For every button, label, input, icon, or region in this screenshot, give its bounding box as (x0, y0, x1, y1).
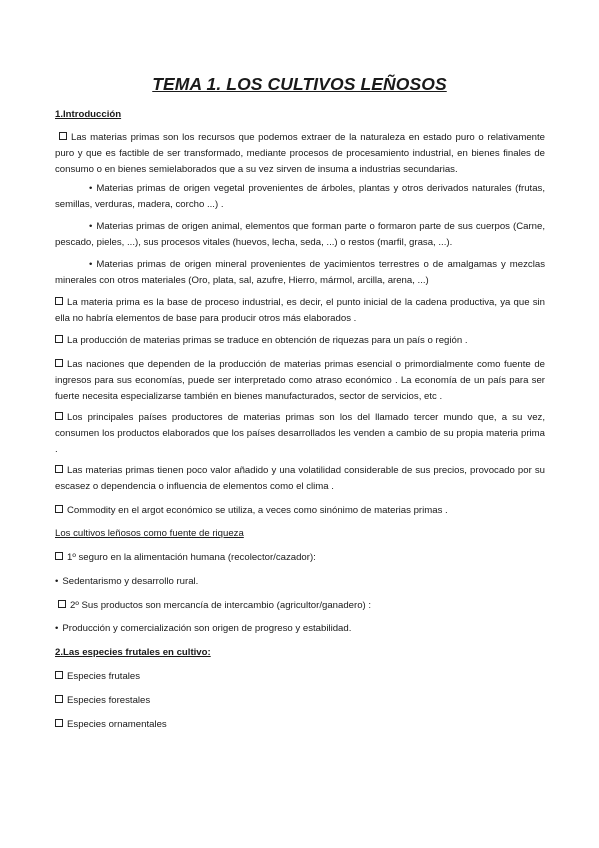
checkbox-icon (55, 359, 63, 367)
bullet-icon: • (89, 183, 93, 194)
checkbox-icon (58, 600, 66, 608)
origin-vegetal: • Materias primas de origen vegetal provenientes de árboles, plantas y otros derivados naturales (frutas, semillas, verduras, madera, corcho ...) . (55, 183, 545, 210)
checkbox-icon (55, 335, 63, 343)
checkbox-icon (55, 465, 63, 473)
bullet-icon: • (89, 259, 93, 270)
intro-paragraph-5: Los principales países productores de materias primas son los del llamado tercer mundo que, a su vez, consumen los productos elaborados que los países desarrollados les venden a cambio de su propia materia prima . (55, 412, 545, 455)
wealth-bullet-2: • Producción y comercialización son origen de progreso y estabilidad. (55, 623, 352, 634)
wealth-heading: Los cultivos leñosos como fuente de riqueza (55, 528, 244, 539)
intro-paragraph-7: Commodity en el argot económico se utiliza, a veces como sinónimo de materias primas . (55, 503, 545, 519)
section-2-heading: 2.Las especies frutales en cultivo: (55, 647, 211, 658)
origin-animal: • Materias primas de origen animal, elementos que forman parte o formaron parte de sus cuerpos (Carne, pescado, pieles, ...), sus procesos vitales (huevos, lecha, seda, ...) o restos (marfil, grasa, ...). (55, 221, 545, 248)
bullet-icon: • (55, 576, 59, 587)
bullet-icon: • (55, 623, 59, 634)
intro-paragraph-3: La producción de materias primas se traduce en obtención de riquezas para un país o región . (55, 333, 545, 349)
section-1-heading: 1.Introducción (55, 109, 122, 120)
intro-paragraph-1: Las materias primas son los recursos que podemos extraer de la naturaleza en estado puro o relativamente puro y que es factible de ser transformado, mediante procesos de procesamiento industrial, en bienes finales de consumo o en bienes semielaborados que a su vez sirven de insuma a industrias secundarias. (55, 132, 545, 175)
intro-paragraph-4: Las naciones que dependen de la producción de materias primas esencial o primordialmente como fuente de ingresos para sus economías, puede ser interpretado como atraso económico . La economía de un país para ser fuerte necesita especializarse también en bienes manufacturados, sector de servicios, etc . (55, 359, 545, 402)
species-item: Especies frutales (55, 669, 545, 685)
intro-paragraph-6: Las materias primas tienen poco valor añadido y una volatilidad considerable de sus precios, provocado por su escasez o dependencia o influencia de elementos como el clima . (55, 465, 545, 492)
checkbox-icon (59, 132, 67, 140)
species-item: Especies forestales (55, 693, 545, 709)
intro-paragraph-2: La materia prima es la base de proceso industrial, es decir, el punto inicial de la cadena productiva, ya que sin ella no habría elementos de base para producir otros más elaborados . (55, 297, 545, 324)
bullet-icon: • (89, 221, 93, 232)
wealth-bullet-1: • Sedentarismo y desarrollo rural. (55, 576, 199, 587)
origin-mineral: • Materias primas de origen mineral provenientes de yacimientos terrestres o de amalgamas y mezclas minerales con otros materiales (Oro, plata, sal, azufre, Hierro, mármol, arcilla, arena, ...) (55, 259, 545, 286)
checkbox-icon (55, 719, 63, 727)
checkbox-icon (55, 505, 63, 513)
checkbox-icon (55, 695, 63, 703)
species-item: Especies ornamentales (55, 717, 545, 733)
checkbox-icon (55, 412, 63, 420)
wealth-item-1: 1º seguro en la alimentación humana (recolector/cazador): (55, 550, 545, 566)
wealth-item-2: 2º Sus productos son mercancía de intercambio (agricultor/ganadero) : (55, 598, 545, 614)
checkbox-icon (55, 297, 63, 305)
page-title: TEMA 1. LOS CULTIVOS LEÑOSOS (152, 74, 447, 94)
checkbox-icon (55, 671, 63, 679)
checkbox-icon (55, 552, 63, 560)
